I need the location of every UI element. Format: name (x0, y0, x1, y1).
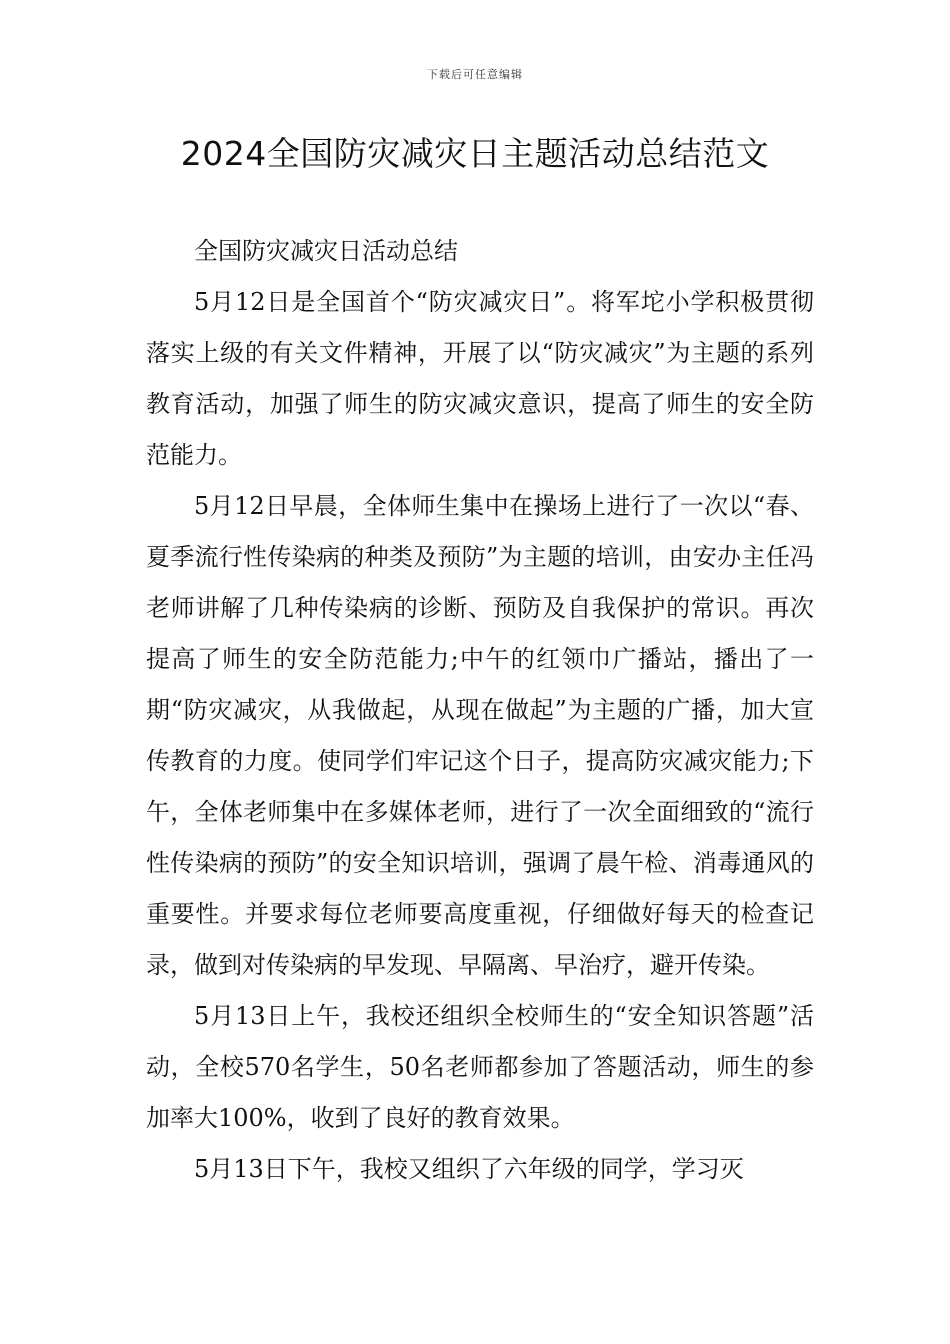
body-paragraph-subtitle: 全国防灾减灾日活动总结 (194, 237, 458, 265)
body-paragraph: 5月13日上午，我校还组织全校师生的“安全知识答题”活动，全校570名学生，50名老师都参加了答题活动，师生的参加率大100%，收到了良好的教育效果。 (146, 1002, 814, 1132)
header-note: 下载后可任意编辑 (427, 68, 523, 81)
document-title: 2024全国防灾减灾日主题活动总结范文 (180, 134, 770, 173)
body-paragraph: 5月12日是全国首个“防灾减灾日”。将军坨小学积极贯彻落实上级的有关文件精神，开展了以“防灾减灾”为主题的系列教育活动，加强了师生的防灾减灾意识，提高了师生的安全防范能力。 (146, 288, 814, 469)
body-paragraph: 5月13日下午，我校又组织了六年级的同学，学习灭 (194, 1155, 744, 1183)
body-paragraph: 5月12日早晨，全体师生集中在操场上进行了一次以“春、夏季流行性传染病的种类及预防”为主题的培训，由安办主任冯老师讲解了几种传染病的诊断、预防及自我保护的常识。再次提高了师生的安全防范能力;中午的红领巾广播站，播出了一期“防灾减灾，从我做起，从现在做起”为主题的广播，加大宣传教育的力度。使同学们牢记这个日子，提高防灾减灾能力;下午，全体老师集中在多媒体老师，进行了一次全面细致的“流行性传染病的预防”的安全知识培训，强调了晨午检、消毒通风的重要性。并要求每位老师要高度重视，仔细做好每天的检查记录，做到对传染病的早发现、早隔离、早治疗，避开传染。 (146, 492, 814, 979)
document-body (146, 226, 814, 1195)
